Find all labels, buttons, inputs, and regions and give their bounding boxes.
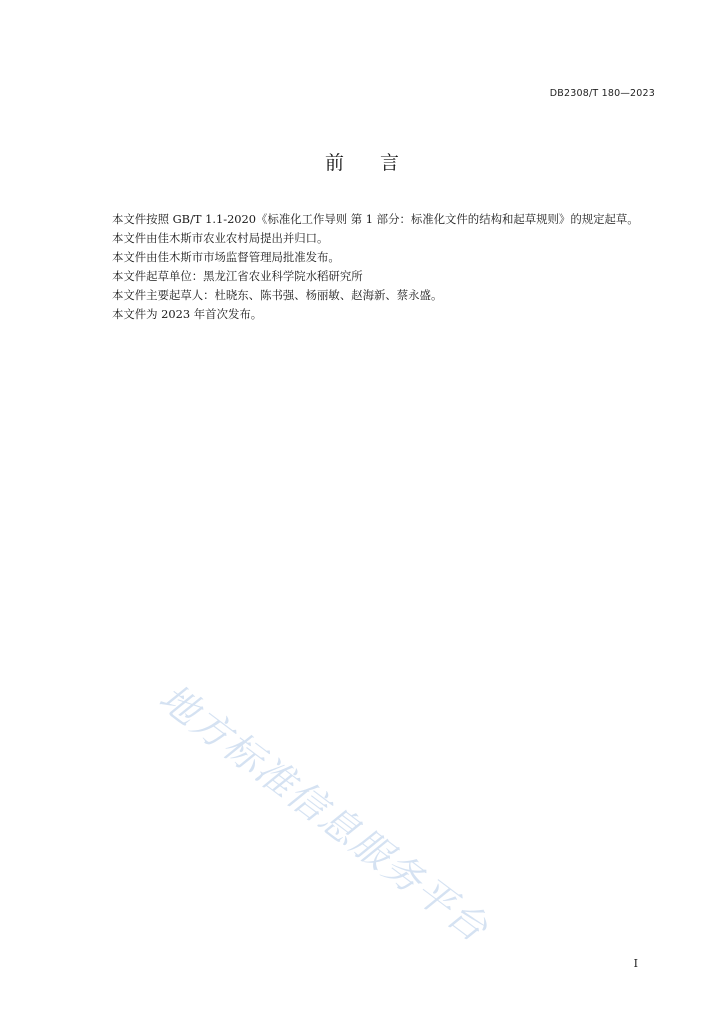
paragraph: 本文件主要起草人：杜晓东、陈书强、杨丽敏、赵海新、蔡永盛。 bbox=[112, 288, 443, 302]
page-title: 前言 bbox=[324, 152, 435, 174]
watermark: 地方标准信息服务平台 bbox=[151, 675, 498, 952]
paragraph: 本文件由佳木斯市市场监督管理局批准发布。 bbox=[112, 250, 340, 264]
document-code: DB2308/T 180—2023 bbox=[549, 88, 655, 99]
page-number: I bbox=[633, 957, 638, 970]
paragraph: 本文件起草单位：黑龙江省农业科学院水稻研究所 bbox=[112, 269, 363, 283]
paragraph: 本文件按照 GB/T 1.1-2020《标准化工作导则 第 1 部分：标准化文件的结构和起草规则》的规定起草。 bbox=[112, 212, 639, 226]
foreword-body bbox=[88, 210, 656, 324]
paragraph: 本文件为 2023 年首次发布。 bbox=[112, 307, 263, 321]
paragraph: 本文件由佳木斯市农业农村局提出并归口。 bbox=[112, 231, 329, 245]
